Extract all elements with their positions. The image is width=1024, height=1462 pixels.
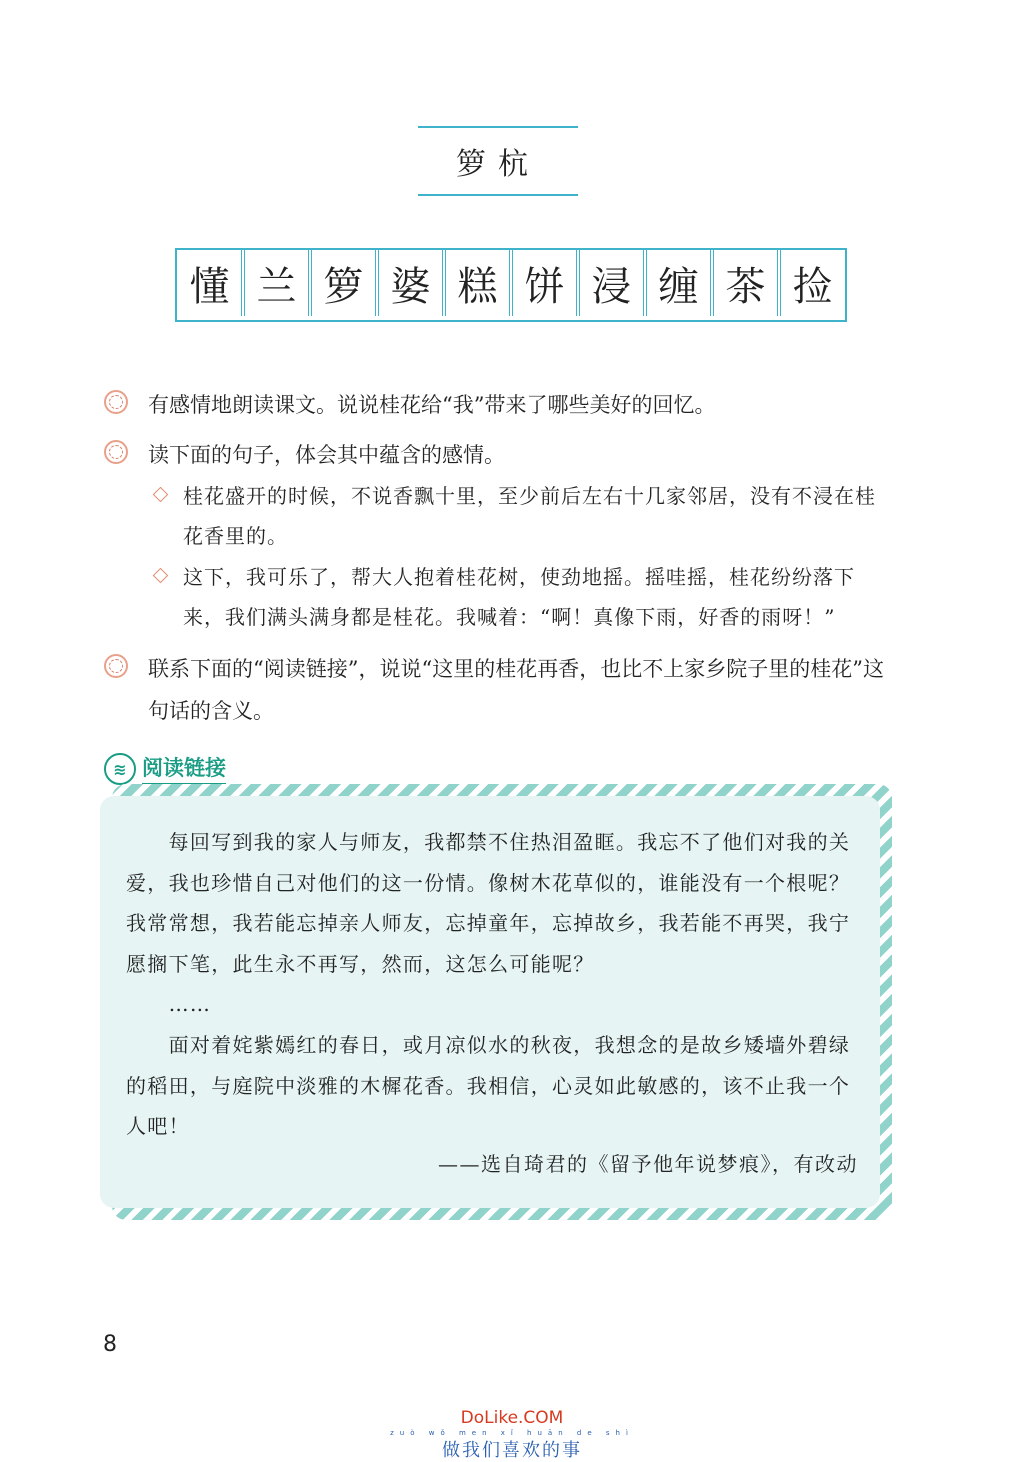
sentence-text: 这下，我可乐了，帮大人抱着桂花树，使劲地摇。摇哇摇，桂花纷纷落下来，我们满头满身都是桂花。我喊着：“啊！真像下雨，好香的雨呀！” [183,565,855,629]
character-cell: 浸 [579,250,644,316]
character-cell: 箩 [311,250,376,316]
reading-paragraph: 面对着姹紫嫣红的春日，或月凉似水的秋夜，我想念的是故乡矮墙外碧绿的稻田，与庭院中淡雅的木樨花香。我相信，心灵如此敏感的，该不止我一个人吧！ [126,1033,851,1138]
character-cell: 饼 [512,250,577,316]
word-box-text: 箩杭 [456,147,540,182]
reading-link-title: 阅读链接 [142,752,226,786]
character-cell: 婆 [378,250,443,316]
reading-paragraph: 每回写到我的家人与师友，我都禁不住热泪盈眶。我忘不了他们对我的关爱，我也珍惜自己对他们的这一份情。像树木花草似的，谁能没有一个根呢？我常常想，我若能忘掉亲人师友，忘掉童年，忘掉故乡，我若能不再哭，我宁愿搁下笔，此生永不再写，然而，这怎么可能呢？ [126,830,851,976]
watermark-site: DoLike.COM [460,1408,564,1428]
character-cell: 茶 [713,250,778,316]
question-2 [104,434,898,476]
page-number: 8 [103,1332,117,1357]
diamond-icon [153,568,169,584]
character-cell: 糕 [445,250,510,316]
question-text: 读下面的句子，体会其中蕴含的感情。 [148,443,505,467]
seal-icon [104,654,128,678]
sentence-text: 桂花盛开的时候，不说香飘十里，至少前后左右十几家邻居，没有不浸在桂花香里的。 [183,484,876,548]
character-cell: 缠 [646,250,711,316]
character-cell: 懂 [178,250,242,316]
question-text: 有感情地朗读课文。说说桂花给“我”带来了哪些美好的回忆。 [148,393,716,417]
watermark-pinyin: zuò wǒ men xǐ huān de shì [390,1429,634,1437]
character-grid [175,248,847,322]
character-cell: 捡 [780,250,844,316]
reading-link-header [104,752,226,786]
seal-icon [104,390,128,414]
seal-icon [104,440,128,464]
character-cell: 兰 [244,250,309,316]
diamond-icon [153,487,169,503]
book-icon: ≋ [104,753,136,785]
question-3 [104,648,898,732]
sentence-1 [155,476,893,556]
word-box [418,126,578,196]
question-text: 联系下面的“阅读链接”，说说“这里的桂花再香，也比不上家乡院子里的桂花”这句话的含义。 [148,657,884,723]
sentence-2 [155,557,893,637]
question-1 [104,384,898,426]
watermark-slogan: 做我们喜欢的事 [442,1440,582,1461]
reading-ellipsis: …… [126,992,212,1016]
reading-source: ——选自琦君的《留予他年说梦痕》，有改动 [438,1152,858,1176]
